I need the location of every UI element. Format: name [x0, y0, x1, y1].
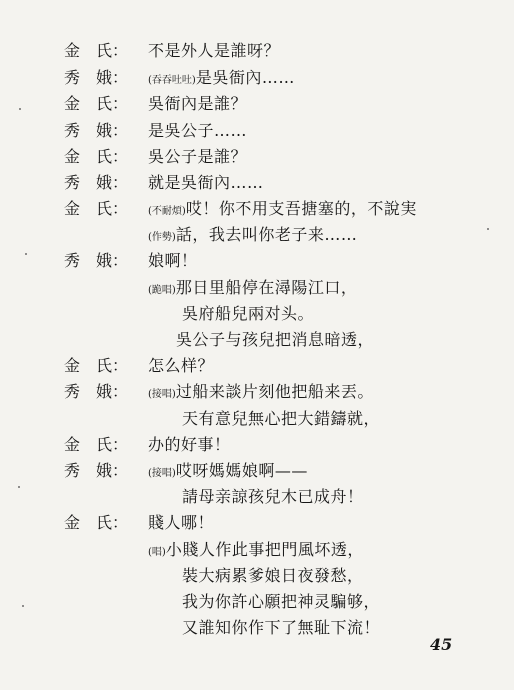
dialogue-line — [148, 121, 247, 141]
dialogue-text: 吳公子是誰？ — [148, 147, 248, 166]
dialogue-text: 話，我去叫你老子来…… — [175, 225, 358, 244]
speaker-label: 秀 娥： — [64, 173, 129, 192]
stage-direction: (作勢) — [148, 232, 176, 243]
dialogue-text: 天有意兒無心把大錯鑄就， — [182, 409, 381, 428]
dialogue-text: 我为你許心願把神灵騙够， — [182, 592, 381, 611]
speaker-label: 金 氏： — [64, 356, 129, 375]
stage-direction: (跪唱) — [148, 285, 176, 296]
speaker-label: 金 氏： — [64, 435, 129, 454]
dialogue-line — [182, 618, 380, 638]
dialogue-line — [148, 382, 374, 405]
stage-direction: (不耐煩) — [148, 206, 186, 217]
dialogue-line — [148, 41, 280, 61]
speaker-label: 金 氏： — [64, 199, 129, 218]
dialogue-text: 过船来談片刻他把船来丟。 — [175, 382, 374, 401]
speaker-label: 秀 娥： — [64, 251, 129, 270]
speaker-label: 秀 娥： — [64, 382, 129, 401]
dialogue-line — [148, 147, 247, 167]
scan-speck — [487, 228, 489, 230]
dialogue-line — [148, 540, 364, 563]
dialogue-text: 又誰知你作下了無耻下流！ — [182, 618, 381, 637]
dialogue-text: 是吳公子…… — [148, 121, 248, 140]
dialogue-line — [148, 225, 357, 248]
dialogue-text: 哎呀媽媽娘啊—— — [175, 461, 308, 480]
dialogue-text: 办的好事！ — [148, 435, 231, 454]
dialogue-line — [176, 330, 374, 350]
dialogue-text: 賤人哪！ — [148, 513, 215, 532]
page-number: 45 — [430, 635, 453, 654]
dialogue-line — [182, 304, 314, 324]
dialogue-line — [148, 68, 295, 91]
scan-speck — [19, 108, 21, 110]
stage-direction: (唱) — [148, 547, 166, 558]
dialogue-line — [148, 173, 264, 193]
stage-direction: (接唱) — [148, 389, 176, 400]
dialogue-text: 吳衙內是誰？ — [148, 94, 248, 113]
scan-speck — [25, 253, 27, 255]
speaker-label: 金 氏： — [64, 147, 129, 166]
dialogue-line — [148, 94, 247, 114]
dialogue-line — [182, 592, 380, 612]
speaker-label: 秀 娥： — [64, 68, 129, 87]
dialogue-line — [148, 435, 231, 455]
dialogue-text: 是吳衙內…… — [195, 68, 295, 87]
stage-direction: (接唱) — [148, 468, 176, 479]
dialogue-line — [182, 566, 364, 586]
dialogue-text: 請母亲諒孩兒木已成舟！ — [182, 487, 364, 506]
dialogue-line — [148, 199, 417, 222]
speaker-label: 金 氏： — [64, 513, 129, 532]
dialogue-line — [148, 356, 214, 376]
scan-speck — [22, 605, 24, 607]
dialogue-line — [182, 409, 380, 429]
dialogue-text: 小賤人作此事把門風坏透， — [165, 540, 364, 559]
dialogue-text: 就是吳衙內…… — [148, 173, 264, 192]
dialogue-text: 吳府船兒兩对头。 — [182, 304, 315, 323]
dialogue-line — [182, 487, 364, 507]
dialogue-line — [148, 278, 357, 301]
dialogue-text: 不是外人是誰呀？ — [148, 41, 281, 60]
stage-direction: (吞吞吐吐) — [148, 75, 196, 86]
dialogue-text: 裝大病累爹娘日夜發愁， — [182, 566, 364, 585]
speaker-label: 秀 娥： — [64, 461, 129, 480]
dialogue-text: 吳公子与孩兒把消息暗透， — [176, 330, 375, 349]
speaker-label: 秀 娥： — [64, 121, 129, 140]
speaker-label: 金 氏： — [64, 41, 129, 60]
dialogue-text: 娘啊！ — [148, 251, 198, 270]
scan-speck — [18, 486, 20, 488]
dialogue-text: 怎么样？ — [148, 356, 215, 375]
speaker-label: 金 氏： — [64, 94, 129, 113]
dialogue-line — [148, 513, 214, 533]
dialogue-line — [148, 251, 198, 271]
dialogue-text: 哎！你不用支吾搪塞的，不說実 — [185, 199, 417, 218]
dialogue-line — [148, 461, 308, 484]
dialogue-text: 那日里船停在潯陽江口， — [175, 278, 358, 297]
